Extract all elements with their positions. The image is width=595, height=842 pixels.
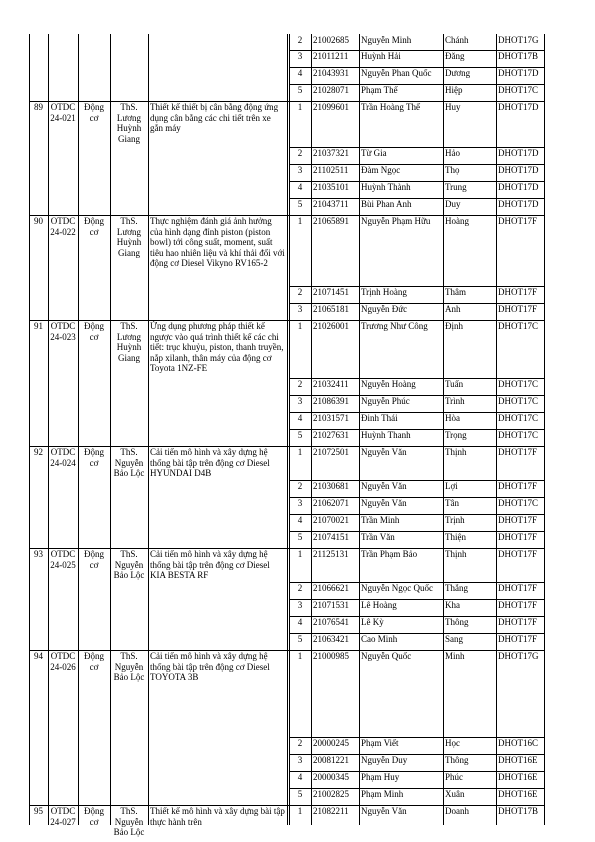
topic-title: Ứng dụng phương pháp thiết kế ngược vào quá trình thiết kế các chi tiết: trục khuỷu, piston, thanh truyền, nắp xilanh, thân máy của động cơ Toyota 1NZ-FE [150,321,284,373]
field-name: Động cơ [84,321,104,342]
student-index: 5 [297,430,303,440]
student-class: DHOT17F [498,447,538,457]
student-index: 1 [297,806,303,816]
student-given-name: Thông [445,617,469,627]
student-class: DHOT17C [498,379,538,389]
student-id: 21076541 [313,617,349,627]
student-class: DHOT17D [498,102,539,112]
student-index: 1 [297,447,303,457]
student-surname: Nguyễn Văn [361,498,407,508]
student-given-name: Sang [445,634,463,644]
student-surname: Phạm Viết [361,738,399,748]
row-border [289,395,544,396]
group-number: 89 [34,102,43,112]
student-class: DHOT17G [498,651,539,661]
row-border [289,303,544,304]
student-surname: Huỳnh Thanh [361,430,411,440]
student-class: DHOT17F [498,600,538,610]
student-given-name: Xuân [445,789,465,799]
column-border [110,34,111,825]
field-name: Động cơ [84,651,104,672]
topic-title: Cải tiến mô hình và xây dựng hệ thống bài tập trên động cơ Diesel TOYOTA 3B [150,651,270,682]
student-id: 21071451 [313,287,349,297]
student-index: 1 [297,651,303,661]
row-border [289,616,544,617]
student-index: 2 [297,583,303,593]
topic-title: Thiết kế mô hình và xây dựng bài tập thực hành trên [150,806,285,827]
student-class: DHOT17F [498,515,538,525]
student-surname: Lê Hoàng [361,600,397,610]
column-border [29,34,30,825]
row-border [289,599,544,600]
student-index: 4 [297,515,303,525]
student-given-name: Trọng [445,430,467,440]
column-border [289,34,290,825]
group-number [29,34,48,101]
student-given-name: Trình [445,396,465,406]
student-id: 21072501 [313,447,349,457]
group-number: 90 [34,216,43,226]
student-surname: Nguyễn Văn [361,481,407,491]
row-border [289,737,544,738]
student-given-name: Trung [445,182,467,192]
student-index: 5 [297,532,303,542]
student-class: DHOT17F [498,216,538,226]
lecturer-name: ThS. Lương Huỳnh Giang [116,321,142,363]
lecturer-name: ThS. Nguyễn Bảo Lộc [113,806,145,837]
student-id: 21028071 [313,85,349,95]
student-class: DHOT17C [498,396,538,406]
student-id: 21030681 [313,481,349,491]
student-class: DHOT17F [498,549,538,559]
row-border [289,286,544,287]
student-class: DHOT17F [498,304,538,314]
group-number: 93 [34,549,43,559]
row-border [289,147,544,148]
row-border [289,164,544,165]
student-index: 5 [297,789,303,799]
topic-code: OTDC 24-027 [50,806,76,827]
row-border [289,50,544,51]
field-name: Động cơ [84,216,104,237]
row-border [289,582,544,583]
student-surname: Nguyễn Duy [361,755,408,765]
student-surname: Phạm Huy [361,772,400,782]
field-name: Động cơ [84,102,104,123]
column-border [359,34,360,825]
student-index: 3 [297,51,303,61]
student-given-name: Hảo [445,148,460,158]
student-surname: Đinh Thái [361,413,398,423]
student-id: 21070021 [313,515,349,525]
student-surname: Phạm Thế [361,85,398,95]
student-surname: Nguyễn Đức [361,304,408,314]
student-id: 20000245 [313,738,349,748]
student-surname: Nguyễn Phạm Hữu [361,216,431,226]
row-border [289,633,544,634]
student-index: 1 [297,216,303,226]
student-id: 21074151 [313,532,349,542]
student-index: 4 [297,772,303,782]
student-given-name: Hoàng [445,216,469,226]
topic-code [48,34,78,101]
row-border [289,514,544,515]
student-class: DHOT17C [498,430,538,440]
student-given-name: Phúc [445,772,463,782]
student-id: 21063421 [313,634,349,644]
student-class: DHOT17F [498,481,538,491]
student-class: DHOT17D [498,165,539,175]
row-border [289,412,544,413]
column-border [78,34,79,825]
student-surname: Nguyễn Văn [361,447,407,457]
student-given-name: Thắng [445,583,468,593]
student-class: DHOT17C [498,413,538,423]
student-given-name: Thiện [445,532,466,542]
student-index: 4 [297,617,303,627]
student-index: 2 [297,379,303,389]
lecturer-name [110,34,148,101]
student-given-name: Trịnh [445,515,465,525]
student-given-name: Thông [445,755,469,765]
row-border [289,67,544,68]
student-class: DHOT17D [498,182,539,192]
student-class: DHOT17D [498,199,539,209]
student-id: 21125131 [313,549,349,559]
field-name [78,34,110,101]
topic-code: OTDC 24-026 [50,651,76,672]
student-given-name: Thâm [445,287,466,297]
student-surname: Từ Gia [361,148,387,158]
topic-code: OTDC 24-021 [50,102,76,123]
student-surname: Nguyễn Phan Quốc [361,68,432,78]
student-id: 21043931 [313,68,349,78]
student-id: 21086391 [313,396,349,406]
student-id: 21062071 [313,498,349,508]
student-surname: Lê Kỳ [361,617,384,627]
student-id: 21002825 [313,789,349,799]
student-class: DHOT17C [498,85,538,95]
student-id: 20081221 [313,755,349,765]
student-class: DHOT16C [498,738,538,748]
student-surname: Nguyễn Hoàng [361,379,416,389]
student-surname: Huỳnh Thành [361,182,411,192]
student-given-name: Thịnh [445,549,467,559]
lecturer-name: ThS. Nguyễn Bảo Lộc [113,651,145,682]
student-id: 21071531 [313,600,349,610]
student-index: 4 [297,413,303,423]
student-class: DHOT17F [498,617,538,627]
topic-title: Cải tiến mô hình và xây dựng hệ thống bài tập trên động cơ Diesel HYUNDAI D4B [150,447,270,478]
student-index: 3 [297,498,303,508]
student-given-name: Định [445,321,463,331]
group-number: 92 [34,447,43,457]
student-surname: Trần Văn [361,532,395,542]
row-border [289,497,544,498]
field-name: Động cơ [84,447,104,468]
student-index: 1 [297,102,303,112]
student-class: DHOT17B [498,51,538,61]
student-id: 21065891 [313,216,349,226]
group-number: 91 [34,321,43,331]
lecturer-name: ThS. Nguyễn Bảo Lộc [113,549,145,580]
student-id: 21002685 [313,35,349,45]
topic-title: Cải tiến mô hình và xây dựng hệ thống bài tập trên động cơ Diesel KIA BESTA RF [150,549,270,580]
student-given-name: Lợi [445,481,458,491]
row-border [289,788,544,789]
column-border [443,34,444,825]
field-name: Động cơ [84,806,104,827]
student-id: 21102511 [313,165,349,175]
student-id: 21011211 [313,51,349,61]
student-given-name: Duy [445,199,461,209]
student-surname: Nguyễn Quốc [361,651,412,661]
student-index: 3 [297,755,303,765]
row-border [289,480,544,481]
student-surname: Trần Hoàng Thế [361,102,420,112]
student-given-name: Minh [445,651,465,661]
student-id: 21099601 [313,102,349,112]
topic-code: OTDC 24-023 [50,321,76,342]
student-index: 5 [297,85,303,95]
student-id: 21031571 [313,413,349,423]
student-given-name: Học [445,738,460,748]
topic-code: OTDC 24-025 [50,549,76,570]
column-border [148,34,149,825]
student-surname: Nguyễn Phúc [361,396,410,406]
student-index: 2 [297,481,303,491]
student-class: DHOT17F [498,583,538,593]
student-given-name: Đăng [445,51,465,61]
group-number: 95 [34,806,43,816]
student-class: DHOT17D [498,148,539,158]
student-id: 21026001 [313,321,349,331]
student-surname: Trần Minh [361,515,400,525]
student-given-name: Kha [445,600,460,610]
student-index: 1 [297,321,303,331]
student-class: DHOT16E [498,755,538,765]
student-surname: Nguyễn Minh [361,35,412,45]
student-index: 5 [297,199,303,209]
student-id: 21032411 [313,379,349,389]
student-index: 3 [297,396,303,406]
topic-title [148,34,287,101]
student-surname: Trương Như Công [361,321,428,331]
group-number: 94 [34,651,43,661]
row-border [289,181,544,182]
column-border [496,34,497,825]
topic-code: OTDC 24-022 [50,216,76,237]
row-border [289,754,544,755]
student-surname: Nguyễn Ngọc Quốc [361,583,433,593]
column-border [311,34,312,825]
student-given-name: Thịnh [445,447,467,457]
student-given-name: Hòa [445,413,460,423]
student-given-name: Anh [445,304,461,314]
student-given-name: Huy [445,102,461,112]
student-id: 21000985 [313,651,349,661]
topic-code: OTDC 24-024 [50,447,76,468]
student-class: DHOT17B [498,806,538,816]
student-class: DHOT17F [498,634,538,644]
student-index: 5 [297,634,303,644]
field-name: Động cơ [84,549,104,570]
student-index: 2 [297,35,303,45]
student-given-name: Chánh [445,35,469,45]
student-class: DHOT16E [498,789,538,799]
student-surname: Huỳnh Hải [361,51,401,61]
row-border [289,771,544,772]
row-border [289,198,544,199]
student-surname: Cao Minh [361,634,398,644]
student-id: 21027631 [313,430,349,440]
student-surname: Đàm Ngọc [361,165,401,175]
student-id: 21065181 [313,304,349,314]
row-border [289,378,544,379]
column-border [48,34,49,825]
topic-title: Thực nghiệm đánh giá ảnh hưởng của hình dạng đỉnh piston (piston bowl) tới công suất, moment, suất tiêu hao nhiên liệu và khí thải đối với động cơ Diesel Vikyno RV165-2 [150,216,285,268]
lecturer-name: ThS. Lương Huỳnh Giang [116,216,142,258]
student-index: 1 [297,549,303,559]
student-class: DHOT16E [498,772,538,782]
student-id: 21035101 [313,182,349,192]
student-given-name: Hiệp [445,85,463,95]
student-id: 20000345 [313,772,349,782]
student-surname: Phạm Minh [361,789,404,799]
student-given-name: Thọ [445,165,460,175]
student-class: DHOT17C [498,321,538,331]
student-class: DHOT17F [498,532,538,542]
student-surname: Nguyễn Văn [361,806,407,816]
topic-title: Thiết kế thiết bị cân bằng động ứng dụng cân bằng các chi tiết trên xe gắn máy [150,102,279,133]
student-given-name: Dương [445,68,471,78]
student-id: 21037321 [313,148,349,158]
student-surname: Bùi Phan Anh [361,199,412,209]
student-surname: Trần Phạm Bảo [361,549,418,559]
lecturer-name: ThS. Nguyễn Bảo Lộc [113,447,145,478]
student-given-name: Tân [445,498,459,508]
column-border [287,34,288,825]
student-class: DHOT17F [498,287,538,297]
row-border [289,531,544,532]
student-index: 4 [297,182,303,192]
student-index: 2 [297,738,303,748]
lecturer-name: ThS. Lương Huỳnh Giang [116,102,142,144]
student-index: 3 [297,600,303,610]
student-given-name: Tuấn [445,379,464,389]
column-border [544,34,545,825]
student-id: 21082211 [313,806,349,816]
student-id: 21066621 [313,583,349,593]
student-id: 21043711 [313,199,349,209]
student-index: 3 [297,165,303,175]
student-given-name: Doanh [445,806,469,816]
student-class: DHOT17G [498,35,539,45]
student-index: 2 [297,148,303,158]
student-index: 2 [297,287,303,297]
student-class: DHOT17D [498,68,539,78]
student-class: DHOT17C [498,498,538,508]
student-index: 3 [297,304,303,314]
row-border [289,429,544,430]
row-border [289,84,544,85]
student-index: 4 [297,68,303,78]
student-surname: Trịnh Hoàng [361,287,407,297]
